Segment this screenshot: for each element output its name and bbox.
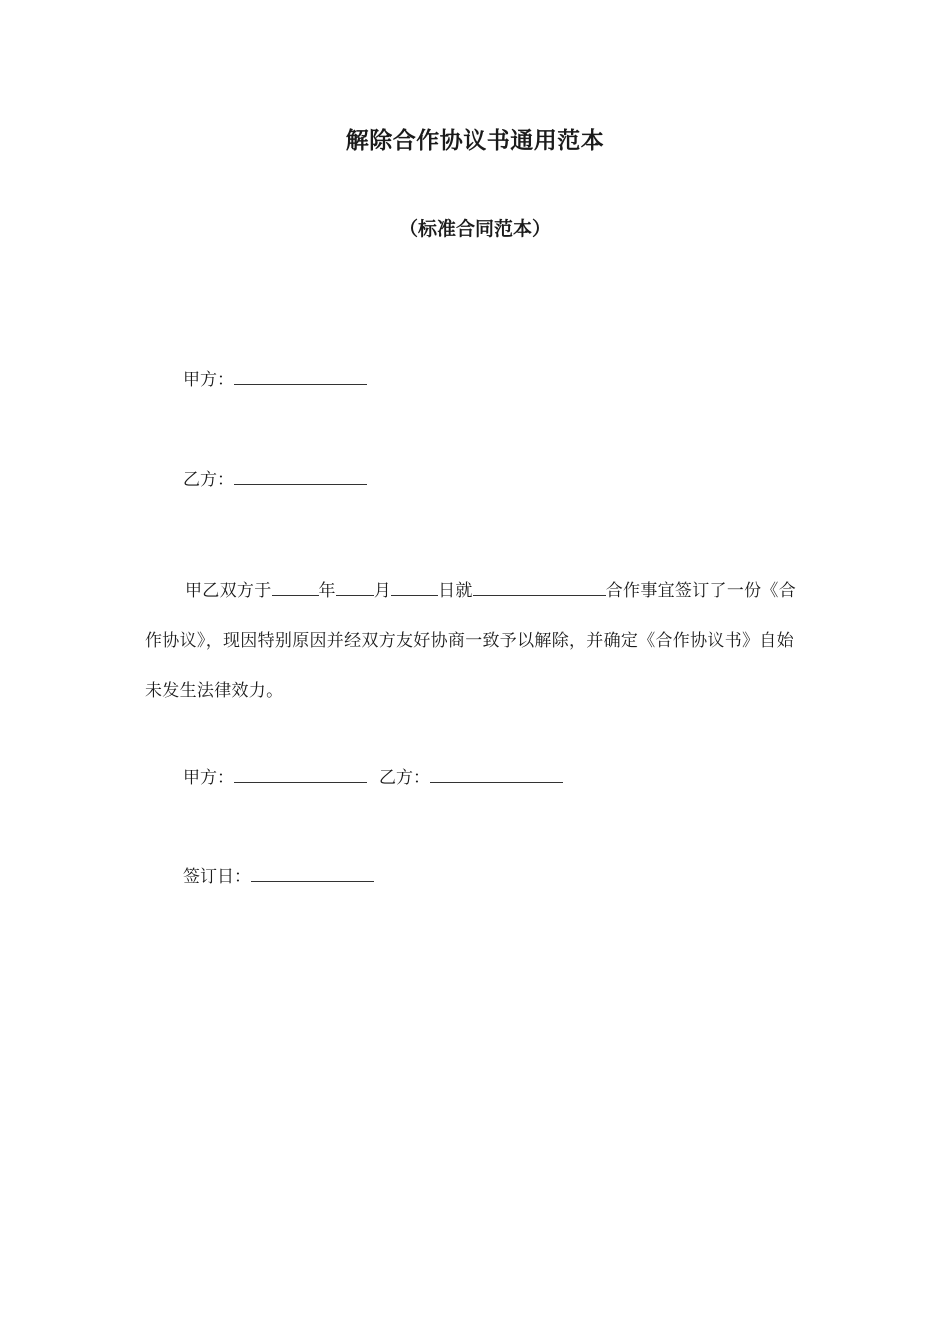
party-a-blank: [234, 367, 367, 385]
party-a-label: 甲方：: [183, 370, 234, 390]
signature-party-a-label: 甲方：: [183, 768, 234, 788]
signature-party-b-blank: [430, 765, 563, 783]
party-b-blank: [234, 467, 367, 485]
party-b-label: 乙方：: [183, 470, 234, 490]
body-seg2: 年: [318, 581, 336, 601]
month-blank: [336, 578, 374, 596]
agreement-paragraph: [145, 566, 805, 716]
body-seg3: 月: [373, 581, 392, 601]
party-a-line: [183, 367, 367, 392]
date-label: 签订日：: [183, 867, 251, 887]
day-blank: [391, 578, 438, 596]
body-seg4: 日就: [438, 581, 473, 601]
date-blank: [251, 864, 374, 882]
subject-blank: [473, 578, 606, 596]
signature-line: [183, 765, 563, 790]
document-subtitle: （标准合同范本）: [398, 218, 551, 240]
body-seg1: 甲乙双方于: [185, 581, 272, 601]
signature-party-a-blank: [234, 765, 367, 783]
date-line: [183, 864, 374, 889]
signature-party-b-label: 乙方：: [379, 768, 430, 788]
body-seg5: 合作事宜签订了一份《合作协议》，现因特别原因并经双方友好协商一致予以解除，并确定《合作协议书》自始未发生法律效力。: [145, 581, 797, 701]
party-b-line: [183, 467, 367, 492]
document-title: 解除合作协议书通用范本: [345, 128, 605, 154]
year-blank: [272, 578, 319, 596]
